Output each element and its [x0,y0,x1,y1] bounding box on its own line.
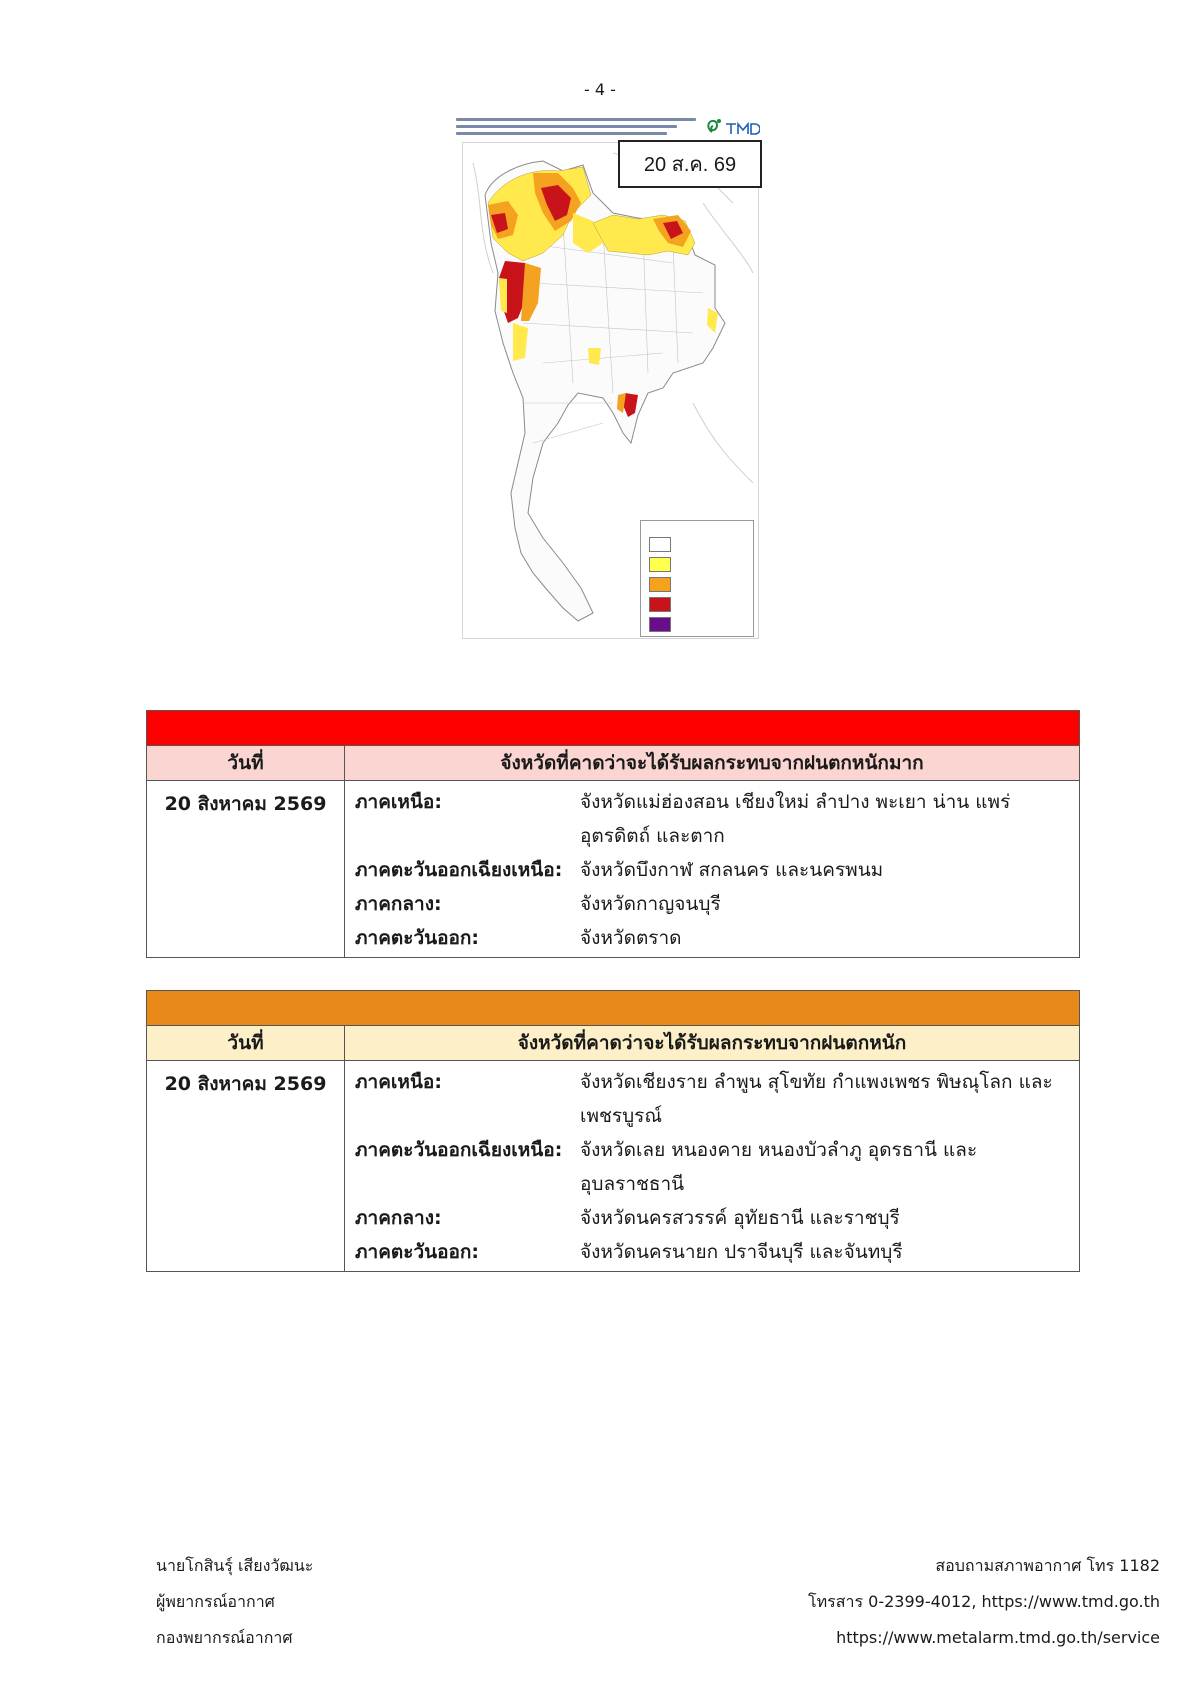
header-provinces: จังหวัดที่คาดว่าจะได้รับผลกระทบจากฝนตกหนัก [345,1026,1080,1061]
region-item [345,921,1079,955]
legend-swatch [649,597,671,612]
region-label: ภาคตะวันออก: [355,1241,480,1263]
legend-item [641,614,753,634]
table-banner [147,711,1080,746]
forecaster-division: กองพยากรณ์อากาศ [156,1628,293,1647]
map-header-text [456,118,696,136]
contact-service-link[interactable]: https://www.metalarm.tmd.go.th/service [836,1628,1160,1647]
map-legend [640,520,754,637]
legend-title [641,521,753,534]
region-label: ภาคตะวันออกเฉียงเหนือ: [355,1139,563,1161]
region-provinces: จังหวัดบึงกาฬ สกลนคร และนครพนม [580,859,884,881]
very-heavy-rain-table [146,710,1080,958]
forecaster-signature [156,1548,313,1656]
table-header [147,746,1080,781]
map-date-label: 20 ส.ค. 69 [618,140,762,188]
header-provinces: จังหวัดที่คาดว่าจะได้รับผลกระทบจากฝนตกหนักมาก [345,746,1080,781]
region-provinces: จังหวัดเชียงราย ลำพูน สุโขทัย กำแพงเพชร พิษณุโลก และเพชรบูรณ์ [580,1071,1053,1127]
tmd-logo-icon [704,116,760,138]
region-provinces: จังหวัดนครสวรรค์ อุทัยธานี และราชบุรี [580,1207,900,1229]
rainfall-forecast-map [452,110,764,640]
page-number: - 4 - [584,80,616,99]
contact-info [808,1548,1160,1656]
region-item [345,785,1079,853]
legend-item [641,594,753,614]
legend-swatch [649,617,671,632]
region-item [345,887,1079,921]
region-item [345,1201,1079,1235]
region-item [345,1065,1079,1133]
region-provinces: จังหวัดกาญจนบุรี [580,893,721,915]
legend-item [641,534,753,554]
region-provinces: จังหวัดเลย หนองคาย หนองบัวลำภู อุดรธานี และอุบลราชธานี [580,1139,978,1195]
heavy-rain-table [146,990,1080,1272]
forecast-date: 20 สิงหาคม 2569 [147,1061,345,1272]
region-label: ภาคเหนือ: [355,791,442,813]
forecaster-title: ผู้พยากรณ์อากาศ [156,1592,275,1611]
region-cell [345,1061,1080,1272]
region-cell [345,781,1080,958]
contact-phone: สอบถามสภาพอากาศ โทร 1182 [935,1556,1160,1575]
header-date: วันที่ [147,1026,345,1061]
banner-cell [147,991,1080,1026]
table-row [147,781,1080,958]
region-item [345,853,1079,887]
table-banner [147,991,1080,1026]
legend-swatch [649,557,671,572]
region-provinces: จังหวัดแม่ฮ่องสอน เชียงใหม่ ลำปาง พะเยา น่าน แพร่ อุตรดิตถ์ และตาก [580,791,1011,847]
region-provinces: จังหวัดนครนายก ปราจีนบุรี และจันทบุรี [580,1241,903,1263]
forecast-date: 20 สิงหาคม 2569 [147,781,345,958]
legend-swatch [649,537,671,552]
table-header [147,1026,1080,1061]
legend-item [641,574,753,594]
region-label: ภาคเหนือ: [355,1071,442,1093]
region-label: ภาคกลาง: [355,1207,442,1229]
region-item [345,1133,1079,1201]
region-item [345,1235,1079,1269]
banner-cell [147,711,1080,746]
table-row [147,1061,1080,1272]
region-provinces: จังหวัดตราด [580,927,682,949]
region-label: ภาคตะวันออกเฉียงเหนือ: [355,859,563,881]
legend-item [641,554,753,574]
contact-fax-website: โทรสาร 0-2399-4012, https://www.tmd.go.th [808,1592,1160,1611]
header-date: วันที่ [147,746,345,781]
region-label: ภาคกลาง: [355,893,442,915]
region-label: ภาคตะวันออก: [355,927,480,949]
forecaster-name: นายโกสินรุ์ เสียงวัฒนะ [156,1556,314,1575]
legend-swatch [649,577,671,592]
